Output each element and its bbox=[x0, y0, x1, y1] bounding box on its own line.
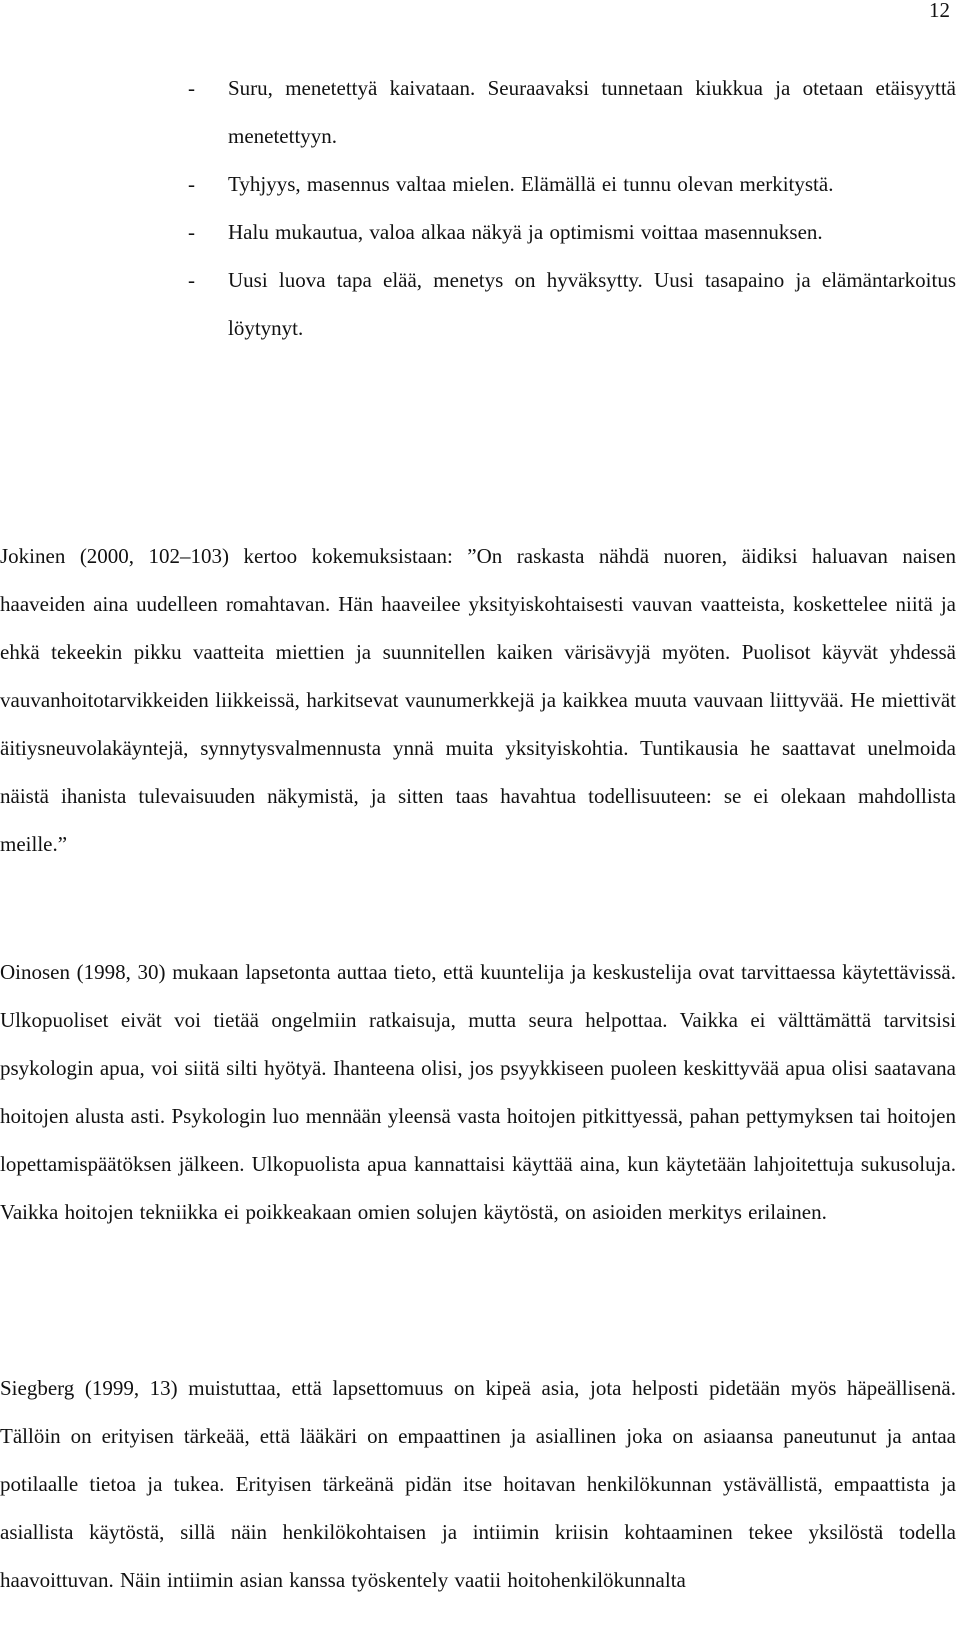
list-item-text: Uusi luova tapa elää, menetys on hyväksytty. Uusi tasapaino ja elämäntarkoitus löytynyt. bbox=[228, 268, 956, 340]
list-dash: - bbox=[188, 172, 195, 196]
stages-list bbox=[188, 64, 956, 352]
paragraph-jokinen: Jokinen (2000, 102–103) kertoo kokemuksistaan: ”On raskasta nähdä nuoren, äidiksi haluavan naisen haaveiden aina uudelleen romahtavan. Hän haaveilee yksityiskohtaisesti vauvan vaatteista, koskettelee niitä ja ehkä tekeekin pikku vaatteita miettien ja suunnitellen kaiken värisävyjä myöten. Puolisot käyvät yhdessä vauvanhoitotarvikkeiden liikkeissä, harkitsevat vaunumerkkejä ja kaikkea muuta vauvaan liittyvää. He miettivät äitiysneuvolakäyntejä, synnytysvalmennusta ynnä muita yksityiskohtia. Tuntikausia he saattavat unelmoida näistä ihanista tulevaisuuden näkymistä, ja sitten taas havahtua todellisuuteen: se ei olekaan mahdollista meille.” bbox=[0, 544, 956, 856]
paragraph-siegberg: Siegberg (1999, 13) muistuttaa, että lapsettomuus on kipeä asia, jota helposti pidetään myös häpeällisenä. Tällöin on erityisen tärkeää, että lääkäri on empaattinen ja asiallinen joka on asiaansa paneutunut ja antaa potilaalle tietoa ja tukea. Erityisen tärkeänä pidän itse hoitavan henkilökunnan ystävällistä, empaattista ja asiallista käytöstä, sillä näin henkilökohtaisen ja intiimin kriisin kohtaaminen tekee yksilöstä todella haavoittuvan. Näin intiimin asian kanssa työskentely vaatii hoitohenkilökunnalta bbox=[0, 1376, 956, 1592]
list-item-text: Halu mukautua, valoa alkaa näkyä ja optimismi voittaa masennuksen. bbox=[228, 220, 823, 244]
list-item bbox=[188, 160, 956, 208]
list-item bbox=[188, 208, 956, 256]
list-dash: - bbox=[188, 268, 195, 292]
paragraph-oinonen: Oinosen (1998, 30) mukaan lapsetonta auttaa tieto, että kuuntelija ja keskustelija ovat tarvittaessa käytettävissä. Ulkopuoliset eivät voi tietää ongelmiin ratkaisuja, mutta seura helpottaa. Vaikka ei välttämättä tarvitsisi psykologin apua, voi siitä silti hyötyä. Ihanteena olisi, jos psyykkiseen puoleen keskittyvää apua olisi saatavana hoitojen alusta asti. Psykologin luo mennään yleensä vasta hoitojen pitkittyessä, pahan pettymyksen tai hoitojen lopettamispäätöksen jälkeen. Ulkopuolista apua kannattaisi käyttää aina, kun käytetään lahjoitettuja sukusoluja. Vaikka hoitojen tekniikka ei poikkeakaan omien solujen käytöstä, on asioiden merkitys erilainen. bbox=[0, 960, 956, 1224]
list-dash: - bbox=[188, 76, 195, 100]
list-item bbox=[188, 256, 956, 352]
page-number: 12 bbox=[929, 0, 950, 22]
list-item bbox=[188, 64, 956, 160]
list-dash: - bbox=[188, 220, 195, 244]
list-item-text: Suru, menetettyä kaivataan. Seuraavaksi tunnetaan kiukkua ja otetaan etäisyyttä menetettyyn. bbox=[228, 76, 956, 148]
list-item-text: Tyhjyys, masennus valtaa mielen. Elämällä ei tunnu olevan merkitystä. bbox=[228, 172, 834, 196]
